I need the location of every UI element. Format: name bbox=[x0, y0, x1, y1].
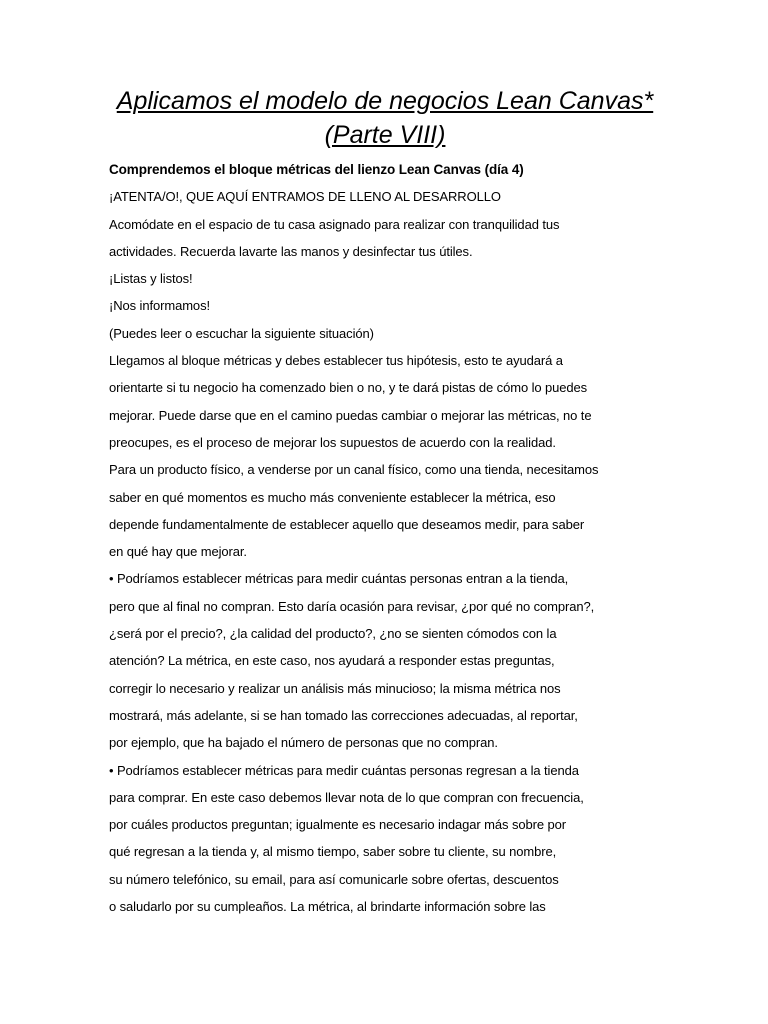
bullet-line: • Podríamos establecer métricas para medir cuántas personas entran a la tienda, bbox=[109, 571, 569, 587]
text-line: su número telefónico, su email, para así comunicarle sobre ofertas, descuentos bbox=[109, 871, 559, 887]
text-line: ¡Nos informamos! bbox=[109, 298, 210, 314]
text-line: ¿será por el precio?, ¿la calidad del producto?, ¿no se sienten cómodos con la bbox=[109, 626, 557, 642]
text-line: ¡Listas y listos! bbox=[109, 271, 193, 287]
document-body bbox=[109, 159, 719, 923]
text-line: por ejemplo, que ha bajado el número de personas que no compran. bbox=[109, 735, 498, 751]
text-line: saber en qué momentos es mucho más conveniente establecer la métrica, eso bbox=[109, 489, 556, 505]
text-line: mostrará, más adelante, si se han tomado las correcciones adecuadas, al reportar, bbox=[109, 707, 578, 723]
text-line: orientarte si tu negocio ha comenzado bien o no, y te dará pistas de cómo lo puedes bbox=[109, 380, 588, 396]
text-line: por cuáles productos preguntan; igualmente es necesario indagar más sobre por bbox=[109, 817, 566, 833]
text-line: para comprar. En este caso debemos llevar nota de lo que compran con frecuencia, bbox=[109, 789, 584, 805]
text-line: atención? La métrica, en este caso, nos ayudará a responder estas preguntas, bbox=[109, 653, 555, 669]
text-line: depende fundamentalmente de establecer aquello que deseamos medir, para saber bbox=[109, 516, 585, 532]
document-title bbox=[60, 84, 710, 152]
title-line-1: Aplicamos el modelo de negocios Lean Canvas* bbox=[116, 87, 654, 115]
text-line: qué regresan a la tienda y, al mismo tiempo, saber sobre tu cliente, su nombre, bbox=[109, 844, 557, 860]
text-line: actividades. Recuerda lavarte las manos y desinfectar tus útiles. bbox=[109, 243, 473, 259]
text-line: Llegamos al bloque métricas y debes establecer tus hipótesis, esto te ayudará a bbox=[109, 353, 563, 369]
text-line: pero que al final no compran. Esto daría ocasión para revisar, ¿por qué no compran?, bbox=[109, 598, 595, 614]
text-line: ¡ATENTA/O!, QUE AQUÍ ENTRAMOS DE LLENO AL DESARROLLO bbox=[109, 189, 501, 205]
text-line: corregir lo necesario y realizar un análisis más minucioso; la misma métrica nos bbox=[109, 680, 561, 696]
text-line: (Puedes leer o escuchar la siguiente situación) bbox=[109, 325, 374, 341]
bullet-line: • Podríamos establecer métricas para medir cuántas personas regresan a la tienda bbox=[109, 762, 579, 778]
text-line: en qué hay que mejorar. bbox=[109, 544, 247, 560]
text-line: o saludarlo por su cumpleaños. La métrica, al brindarte información sobre las bbox=[109, 899, 546, 915]
text-line: Acomódate en el espacio de tu casa asignado para realizar con tranquilidad tus bbox=[109, 216, 560, 232]
section-heading: Comprendemos el bloque métricas del lienzo Lean Canvas (día 4) bbox=[109, 162, 524, 177]
title-line-2: (Parte VIII) bbox=[324, 121, 446, 149]
text-line: preocupes, es el proceso de mejorar los supuestos de acuerdo con la realidad. bbox=[109, 434, 556, 450]
text-line: mejorar. Puede darse que en el camino puedas cambiar o mejorar las métricas, no te bbox=[109, 407, 592, 423]
text-line: Para un producto físico, a venderse por un canal físico, como una tienda, necesitamos bbox=[109, 462, 599, 478]
